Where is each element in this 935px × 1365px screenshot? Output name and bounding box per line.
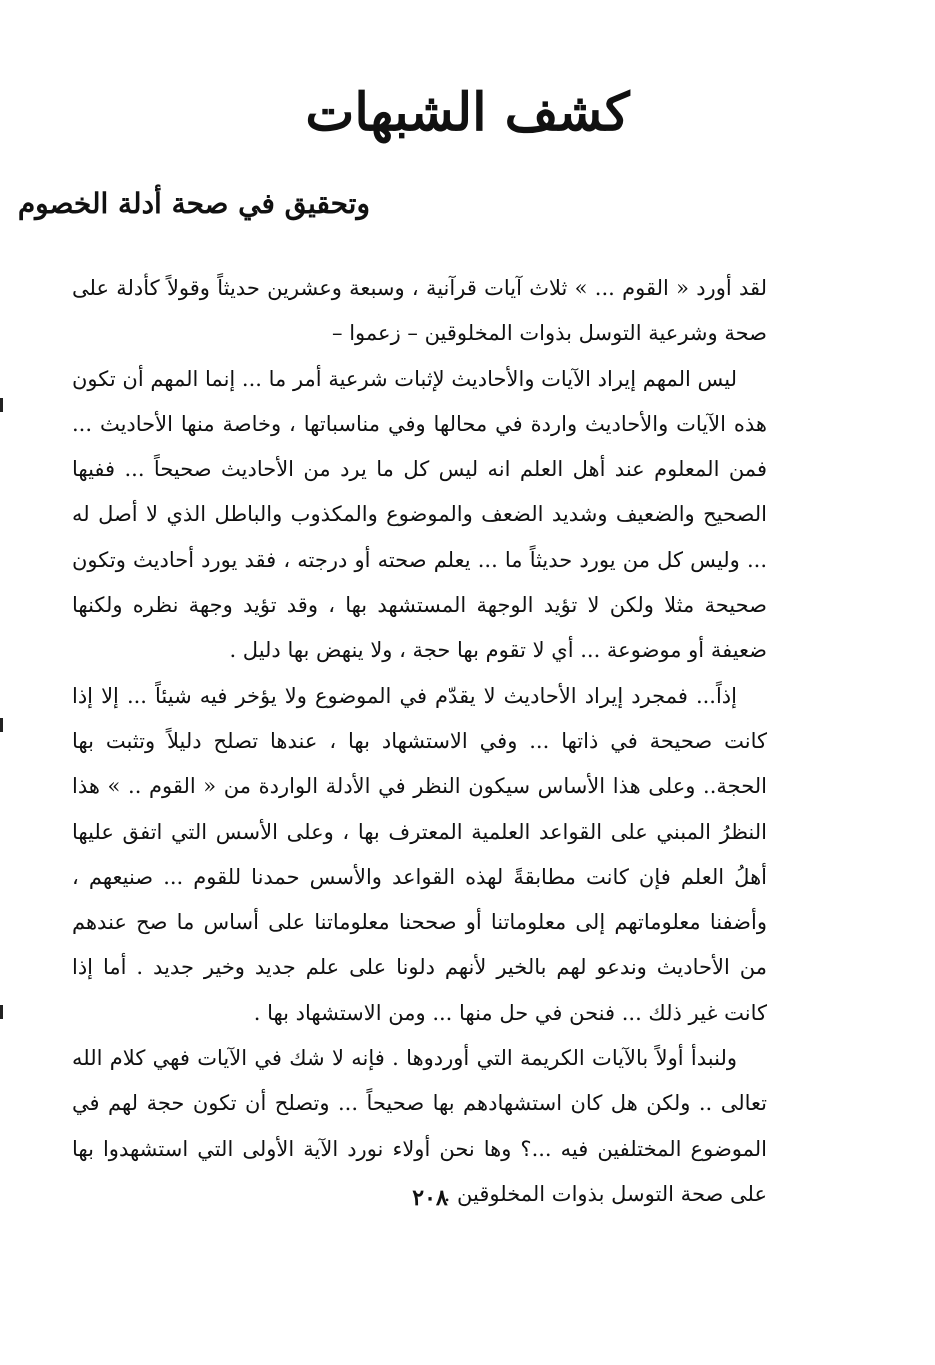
scan-edge-mark xyxy=(0,1005,3,1019)
page-subtitle: وتحقيق في صحة أدلة الخصوم xyxy=(17,187,370,220)
page-title: كشف الشبهات xyxy=(305,82,630,143)
paragraph: ولنبدأ أولاً بالآيات الكريمة التي أوردوها . فإنه لا شك في الآيات فهي كلام الله تعالى .. ولكن هل كان استشهادهم بها صحيحاً ... وتصلح أن تكون حجة لهم في الموضوع المختلفين فيه ...؟ وها نحن أولاء نورد الآية الأولى التي استشهدوا بها على صحة التوسل بذوات المخلوقين . xyxy=(72,1046,767,1206)
page-number: ٢٠٨ xyxy=(412,1185,448,1211)
paragraph: ليس المهم إيراد الآيات والأحاديث لإثبات شرعية أمر ما ... إنما المهم أن تكون هذه الآيات والأحاديث واردة في محالها وفي مناسباتها ، وخاصة منها الأحاديث ... فمن المعلوم عند أهل العلم انه ليس كل ما يرد من الأحاديث صحيحاً ... ففيها الصحيح والضعيف وشديد الضعف والموضوع والمكذوب والباطل الذي لا أصل له ... وليس كل من يورد حديثاً ما ... يعلم صحته أو درجته ، فقد يورد أحاديث وتكون صحيحة مثلا ولكن لا تؤيد الوجهة المستشهد بها ، وقد تؤيد وجهة نظره ولكنها ضعيفة أو موضوعة ... أي لا تقوم بها حجة ، ولا ينهض بها دليل . xyxy=(72,366,767,663)
paragraph: لقد أورد « القوم ... » ثلاث آيات قرآنية ، وسبعة وعشرين حديثاً وقولاً كأدلة على صحة وشرعية التوسل بذوات المخلوقين – زعموا – xyxy=(72,276,767,346)
body-text xyxy=(72,266,767,1217)
scan-edge-mark xyxy=(0,718,3,732)
scan-edge-mark xyxy=(0,398,3,412)
paragraph: إذاً... فمجرد إيراد الأحاديث لا يقدّم في الموضوع ولا يؤخر فيه شيئاً ... إلا إذا كانت صحيحة في ذاتها ... وفي الاستشهاد بها ، عندها تصلح دليلاً وتثبت بها الحجة.. وعلى هذا الأساس سيكون النظر في الأدلة الواردة من « القوم .. » هذا النظرُ المبني على القواعد العلمية المعترف بها ، وعلى الأسس التي اتفق عليها أهلُ العلم فإن كانت مطابقةً لهذه القواعد والأسس حمدنا للقوم ... صنيعهم ، وأضفنا معلوماتهم إلى معلوماتنا أو صححنا معلوماتنا على أساس ما صح عندهم من الأحاديث وندعو لهم بالخير لأنهم دلونا على علم جديد وخير جديد . أما إذا كانت غير ذلك ... فنحن في حل منها ... ومن الاستشهاد بها . xyxy=(72,683,767,1025)
